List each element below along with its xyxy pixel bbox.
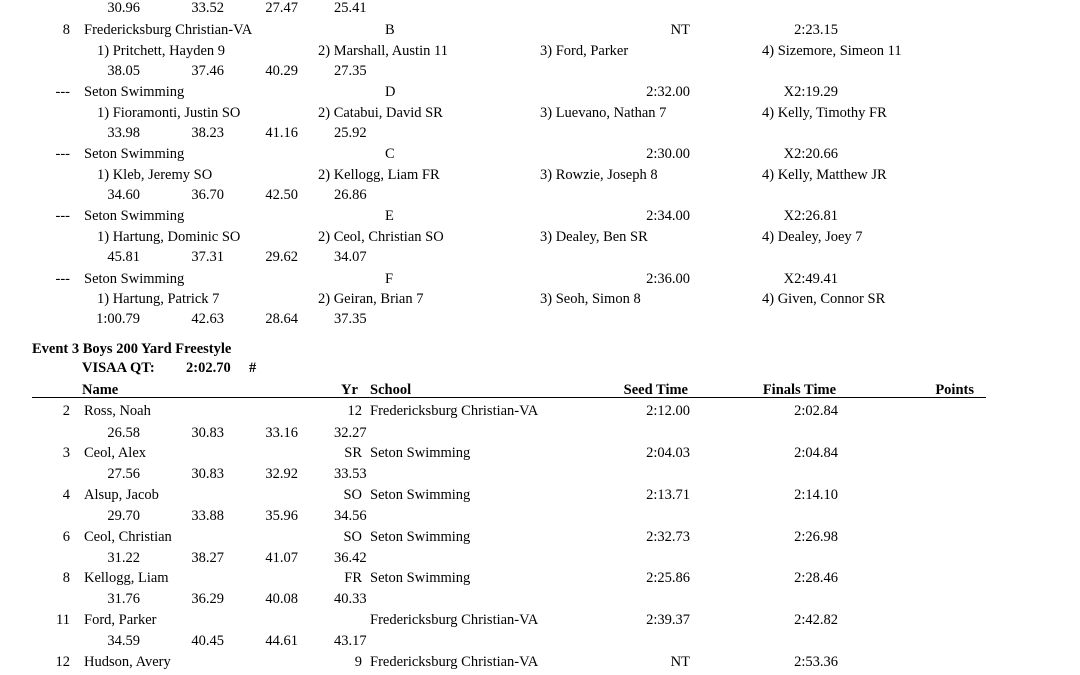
split-value: 34.59	[107, 633, 140, 649]
qualifying-time-label: VISAA QT:	[82, 360, 155, 376]
relay-swimmer: 1) Pritchett, Hayden 9	[97, 43, 226, 59]
split-value: 26.58	[107, 425, 140, 441]
finals-time: 2:14.10	[794, 487, 838, 503]
seed-time: NT	[670, 22, 690, 38]
school: Fredericksburg Christian-VA	[370, 403, 539, 419]
place: 4	[62, 487, 70, 503]
split-value: 28.64	[265, 311, 298, 327]
split-value: 34.56	[334, 508, 367, 524]
split-value: 36.29	[191, 591, 224, 607]
team-name: Seton Swimming	[84, 84, 185, 100]
swimmer-year: FR	[344, 570, 362, 586]
split-value: 40.29	[265, 63, 298, 79]
finals-time: 2:42.82	[794, 612, 838, 628]
seed-time: 2:39.37	[646, 612, 690, 628]
school: Seton Swimming	[370, 445, 471, 461]
split-value: 41.16	[265, 125, 298, 141]
swimmer-year: 12	[347, 403, 362, 419]
seed-time: 2:36.00	[646, 271, 690, 287]
split-value: 31.22	[107, 550, 140, 566]
relay-letter: C	[385, 146, 395, 162]
relay-letter: E	[385, 208, 394, 224]
place: 3	[62, 445, 70, 461]
split-value: 34.60	[107, 187, 140, 203]
school: Seton Swimming	[370, 529, 471, 545]
place: ---	[55, 271, 70, 287]
finals-time: 2:23.15	[794, 22, 838, 38]
swimmer-year: 9	[354, 654, 362, 670]
split-value: 26.86	[334, 187, 367, 203]
team-name: Fredericksburg Christian-VA	[84, 22, 253, 38]
split-value: 35.96	[265, 508, 298, 524]
relay-swimmer: 1) Hartung, Dominic SO	[97, 229, 241, 245]
relay-swimmer: 2) Catabui, David SR	[318, 105, 443, 121]
finals-time: 2:04.84	[794, 445, 838, 461]
school: Seton Swimming	[370, 570, 471, 586]
split-value: 42.63	[191, 311, 224, 327]
swimmer-name: Alsup, Jacob	[84, 487, 159, 503]
relay-swimmer: 3) Seoh, Simon 8	[540, 291, 641, 307]
relay-swimmer: 1) Hartung, Patrick 7	[97, 291, 220, 307]
split-value: 40.33	[334, 591, 367, 607]
finals-time: 2:53.36	[794, 654, 838, 670]
relay-swimmer: 4) Kelly, Matthew JR	[762, 167, 887, 183]
split-value: 25.92	[334, 125, 367, 141]
finals-time: X2:26.81	[783, 208, 838, 224]
relay-swimmer: 4) Kelly, Timothy FR	[762, 105, 887, 121]
column-header-yr: Yr	[341, 382, 358, 398]
split-value: 32.27	[334, 425, 367, 441]
relay-swimmer: 4) Dealey, Joey 7	[762, 229, 863, 245]
relay-letter: F	[385, 271, 394, 287]
split-value: 34.07	[334, 249, 367, 265]
school: Fredericksburg Christian-VA	[370, 612, 539, 628]
seed-time: NT	[670, 654, 690, 670]
school: Fredericksburg Christian-VA	[370, 654, 539, 670]
split-value: 38.27	[191, 550, 224, 566]
split-value: 40.08	[265, 591, 298, 607]
finals-time: X2:19.29	[783, 84, 838, 100]
finals-time: 2:28.46	[794, 570, 838, 586]
column-header-points: Points	[935, 382, 974, 398]
finals-time: X2:20.66	[783, 146, 838, 162]
split-value: 43.17	[334, 633, 367, 649]
team-name: Seton Swimming	[84, 208, 185, 224]
team-name: Seton Swimming	[84, 271, 185, 287]
split-value: 27.35	[334, 63, 367, 79]
relay-swimmer: 3) Ford, Parker	[540, 43, 629, 59]
relay-swimmer: 3) Dealey, Ben SR	[540, 229, 648, 245]
column-header-seed-time: Seed Time	[623, 382, 688, 398]
finals-time: X2:49.41	[783, 271, 838, 287]
split-value: 31.76	[107, 591, 140, 607]
relay-letter: B	[385, 22, 395, 38]
qualifying-symbol: #	[249, 360, 257, 376]
swimmer-name: Hudson, Avery	[84, 654, 171, 670]
place: ---	[55, 146, 70, 162]
place: 8	[62, 570, 70, 586]
relay-swimmer: 1) Kleb, Jeremy SO	[97, 167, 213, 183]
seed-time: 2:25.86	[646, 570, 690, 586]
seed-time: 2:04.03	[646, 445, 690, 461]
seed-time: 2:32.00	[646, 84, 690, 100]
swimmer-name: Ross, Noah	[84, 403, 151, 419]
qualifying-time: 2:02.70	[186, 360, 231, 376]
place: 8	[62, 22, 70, 38]
split-value: 30.83	[191, 466, 224, 482]
split-value: 29.62	[265, 249, 298, 265]
split-value: 32.92	[265, 466, 298, 482]
relay-swimmer: 2) Kellogg, Liam FR	[318, 167, 440, 183]
split-value: 42.50	[265, 187, 298, 203]
swimmer-name: Ford, Parker	[84, 612, 157, 628]
split-value: 33.88	[191, 508, 224, 524]
split-value: 37.46	[191, 63, 224, 79]
seed-time: 2:34.00	[646, 208, 690, 224]
split-value: 38.05	[107, 63, 140, 79]
split-value: 33.98	[107, 125, 140, 141]
place: ---	[55, 84, 70, 100]
split-value: 41.07	[265, 550, 298, 566]
school: Seton Swimming	[370, 487, 471, 503]
split-value: 30.96	[107, 0, 140, 16]
split-value: 36.42	[334, 550, 367, 566]
split-value: 27.47	[265, 0, 298, 16]
swimmer-name: Kellogg, Liam	[84, 570, 169, 586]
place: 12	[55, 654, 70, 670]
swimmer-year: SR	[344, 445, 362, 461]
place: 6	[62, 529, 70, 545]
split-value: 37.31	[191, 249, 224, 265]
relay-swimmer: 2) Geiran, Brian 7	[318, 291, 424, 307]
relay-letter: D	[385, 84, 396, 100]
relay-swimmer: 4) Sizemore, Simeon 11	[762, 43, 902, 59]
split-value: 44.61	[265, 633, 298, 649]
swimmer-name: Ceol, Alex	[84, 445, 147, 461]
swimmer-year: SO	[343, 487, 362, 503]
split-value: 25.41	[334, 0, 367, 16]
column-header-finals-time: Finals Time	[762, 382, 836, 398]
split-value: 33.16	[265, 425, 298, 441]
swimmer-name: Ceol, Christian	[84, 529, 172, 545]
relay-swimmer: 2) Marshall, Austin 11	[318, 43, 448, 59]
split-value: 33.52	[191, 0, 224, 16]
split-value: 30.83	[191, 425, 224, 441]
split-value: 45.81	[107, 249, 140, 265]
relay-swimmer: 4) Given, Connor SR	[762, 291, 886, 307]
event-title: Event 3 Boys 200 Yard Freestyle	[32, 341, 232, 357]
place: 2	[62, 403, 70, 419]
column-header-name: Name	[82, 382, 119, 398]
split-value: 37.35	[334, 311, 367, 327]
seed-time: 2:30.00	[646, 146, 690, 162]
finals-time: 2:26.98	[794, 529, 838, 545]
split-value: 36.70	[191, 187, 224, 203]
split-value: 1:00.79	[96, 311, 140, 327]
split-value: 38.23	[191, 125, 224, 141]
split-value: 29.70	[107, 508, 140, 524]
relay-swimmer: 2) Ceol, Christian SO	[318, 229, 444, 245]
header-divider	[32, 397, 986, 398]
column-header-school: School	[370, 382, 412, 398]
seed-time: 2:12.00	[646, 403, 690, 419]
swimmer-year: SO	[343, 529, 362, 545]
seed-time: 2:32.73	[646, 529, 690, 545]
split-value: 33.53	[334, 466, 367, 482]
seed-time: 2:13.71	[646, 487, 690, 503]
place: 11	[56, 612, 70, 628]
relay-swimmer: 1) Fioramonti, Justin SO	[97, 105, 241, 121]
relay-swimmer: 3) Rowzie, Joseph 8	[540, 167, 658, 183]
relay-swimmer: 3) Luevano, Nathan 7	[540, 105, 667, 121]
place: ---	[55, 208, 70, 224]
split-value: 27.56	[107, 466, 140, 482]
split-value: 40.45	[191, 633, 224, 649]
finals-time: 2:02.84	[794, 403, 838, 419]
team-name: Seton Swimming	[84, 146, 185, 162]
